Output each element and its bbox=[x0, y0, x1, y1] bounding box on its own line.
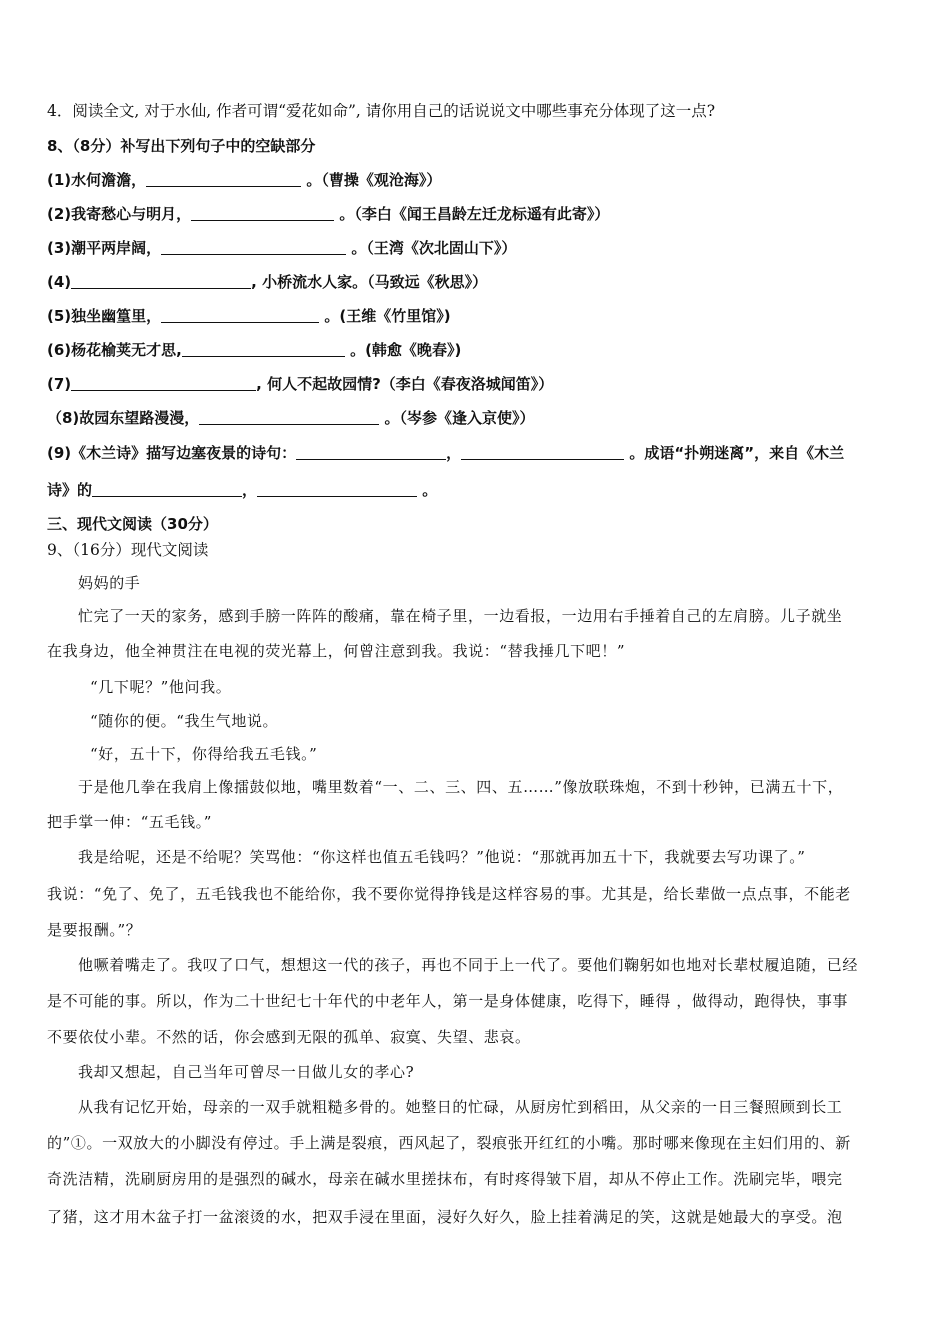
story-line-13: 不要依仗小辈。不然的话，你会感到无限的孤单、寂寞、失望、悲哀。 bbox=[47, 1028, 531, 1046]
fill-item-9-sep: ， bbox=[446, 444, 462, 462]
fill-item-6-prefix: (6)杨花榆荚无才思, bbox=[47, 341, 182, 359]
story-line-8: 我是给呢，还是不给呢？笑骂他：“你这样也值五毛钱吗？”他说：“那就再加五十下，我就要去写功课了。” bbox=[78, 848, 806, 866]
story-line-3: “几下呢？”他问我。 bbox=[90, 678, 232, 696]
blank-8 bbox=[199, 409, 379, 425]
question-9-title: 9、（16分）现代文阅读 bbox=[47, 541, 209, 559]
fill-item-6-suffix: 。(韩愈《晚春》) bbox=[344, 341, 462, 359]
story-line-16: 的”①。一双放大的小脚没有停过。手上满是裂痕，西风起了，裂痕张开红红的小嘴。那时哪来像现在主妇们用的、新 bbox=[47, 1134, 851, 1152]
fill-item-9-prefix: (9)《木兰诗》描写边塞夜景的诗句： bbox=[47, 444, 297, 462]
blank-2 bbox=[191, 205, 334, 221]
fill-item-7-prefix: (7) bbox=[47, 375, 72, 393]
story-line-11: 他噘着嘴走了。我叹了口气，想想这一代的孩子，再也不同于上一代了。要他们鞠躬如也地对长辈杖履追随，已经 bbox=[78, 956, 859, 974]
fill-item-9-suffix: 。成语“扑朔迷离”，来自《木兰 bbox=[624, 444, 845, 462]
story-line-17: 奇洗洁精，洗刷厨房用的是强烈的碱水，母亲在碱水里搓抹布，有时疼得皱下眉，却从不停止工作。洗刷完毕，喂完 bbox=[47, 1170, 843, 1188]
blank-1 bbox=[146, 171, 301, 187]
fill-item-8-suffix: 。（岑参《逢入京使》） bbox=[379, 409, 535, 427]
fill-item-9-line2-suffix: 。 bbox=[417, 481, 438, 499]
fill-item-5 bbox=[47, 305, 910, 327]
blank-5 bbox=[161, 307, 319, 323]
story-line-5: “好，五十下，你得给我五毛钱。” bbox=[90, 745, 318, 763]
story-line-6: 于是他几拳在我肩上像擂鼓似地，嘴里数着“一、二、三、四、五……”像放联珠炮，不到十秒钟，已满五十下， bbox=[78, 778, 844, 796]
story-line-7: 把手掌一伸：“五毛钱。” bbox=[47, 813, 213, 831]
story-line-1: 忙完了一天的家务，感到手膀一阵阵的酸痛，靠在椅子里，一边看报，一边用右手捶着自己的左肩膀。儿子就坐 bbox=[78, 607, 843, 625]
story-line-4: “随你的便。“我生气地说。 bbox=[90, 712, 279, 730]
fill-item-3-suffix: 。（王湾《次北固山下》） bbox=[346, 239, 517, 257]
fill-item-3-prefix: (3)潮平两岸阔， bbox=[47, 239, 162, 257]
story-line-10: 是要报酬。”？ bbox=[47, 921, 142, 939]
fill-item-1 bbox=[47, 169, 910, 191]
fill-item-4-prefix: (4) bbox=[47, 273, 72, 291]
blank-7 bbox=[71, 375, 256, 391]
blank-3 bbox=[161, 239, 346, 255]
fill-item-4 bbox=[47, 271, 910, 293]
question-8-title: 8、（8分）补写出下列句子中的空缺部分 bbox=[47, 137, 316, 155]
fill-item-5-prefix: (5)独坐幽篁里， bbox=[47, 307, 162, 325]
fill-item-4-suffix: , 小桥流水人家。（马致远《秋思》） bbox=[251, 273, 488, 291]
fill-item-1-prefix: (1)水何澹澹， bbox=[47, 171, 147, 189]
fill-item-9-line2 bbox=[47, 479, 910, 501]
fill-item-3 bbox=[47, 237, 910, 259]
blank-9d bbox=[257, 481, 417, 497]
fill-item-5-suffix: 。(王维《竹里馆》) bbox=[319, 307, 451, 325]
fill-item-9-line2-prefix: 诗》的 bbox=[47, 481, 93, 499]
fill-item-8 bbox=[47, 407, 910, 429]
blank-9a bbox=[296, 444, 446, 460]
story-line-14: 我却又想起，自己当年可曾尽一日做儿女的孝心? bbox=[78, 1063, 415, 1081]
story-line-12: 是不可能的事。所以，作为二十世纪七十年代的中老年人，第一是身体健康，吃得下，睡得 ，做得动，跑得快，事事 bbox=[47, 992, 848, 1010]
fill-item-2-suffix: 。（李白《闻王昌龄左迁龙标遥有此寄》） bbox=[334, 205, 610, 223]
section-3-heading: 三、现代文阅读（30分） bbox=[47, 515, 218, 533]
fill-item-1-suffix: 。（曹操《观沧海》） bbox=[301, 171, 442, 189]
blank-4 bbox=[71, 273, 251, 289]
fill-item-2 bbox=[47, 203, 910, 225]
fill-item-6 bbox=[47, 339, 910, 361]
fill-item-2-prefix: (2)我寄愁心与明月， bbox=[47, 205, 192, 223]
fill-item-8-prefix: （8)故园东望路漫漫， bbox=[47, 409, 200, 427]
blank-9c bbox=[92, 481, 242, 497]
blank-6 bbox=[182, 341, 345, 357]
story-title: 妈妈的手 bbox=[78, 574, 141, 592]
story-line-2: 在我身边，他全神贯注在电视的荧光幕上，何曾注意到我。我说：“替我捶几下吧！” bbox=[47, 642, 626, 660]
fill-item-9-line2-sep: ， bbox=[242, 481, 258, 499]
fill-item-7 bbox=[47, 373, 910, 395]
question-4: 4．阅读全文, 对于水仙, 作者可谓“爱花如命”, 请你用自己的话说说文中哪些事充分体现了这一点? bbox=[47, 102, 716, 120]
fill-item-7-suffix: , 何人不起故园情?（李白《春夜洛城闻笛》） bbox=[256, 375, 554, 393]
story-line-9: 我说：“免了、免了，五毛钱我也不能给你，我不要你觉得挣钱是这样容易的事。尤其是，给长辈做一点点事，不能老 bbox=[47, 885, 851, 903]
story-line-18: 了猪，这才用木盆子打一盆滚烫的水，把双手浸在里面，浸好久好久，脸上挂着满足的笑，这就是她最大的享受。泡 bbox=[47, 1208, 843, 1226]
blank-9b bbox=[461, 444, 624, 460]
story-line-15: 从我有记忆开始，母亲的一双手就粗糙多骨的。她整日的忙碌，从厨房忙到稻田，从父亲的一日三餐照顾到长工 bbox=[78, 1098, 843, 1116]
fill-item-9-line1 bbox=[47, 442, 910, 464]
